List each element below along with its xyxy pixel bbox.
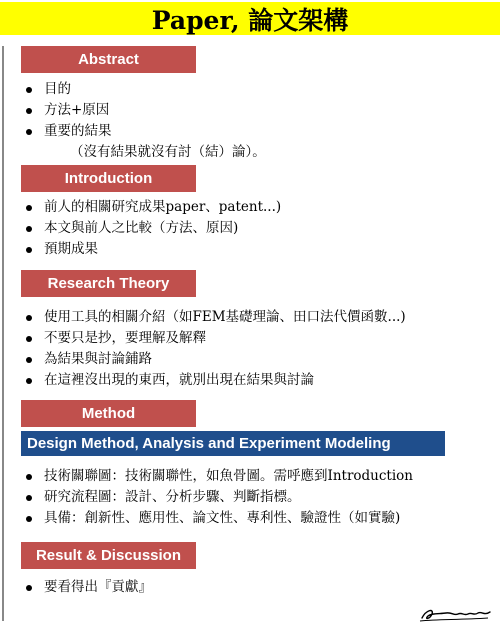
handwritten-signature-icon <box>418 604 498 624</box>
result-discussion-header: Result & Discussion <box>21 542 196 569</box>
list-item: 具備：創新性、應用性、論文性、專利性、驗證性（如實驗) <box>24 508 413 529</box>
method-header: Method <box>21 400 196 427</box>
left-divider <box>2 46 4 621</box>
research-theory-list <box>24 307 406 391</box>
method-list <box>24 466 413 529</box>
list-item: 在這裡沒出現的東西，就別出現在結果與討論 <box>24 370 406 391</box>
list-item: 為結果與討論鋪路 <box>24 349 406 370</box>
list-item: 目的 <box>24 79 266 100</box>
abstract-list <box>24 79 266 163</box>
introduction-header: Introduction <box>21 165 196 192</box>
abstract-header: Abstract <box>21 46 196 73</box>
research-theory-header: Research Theory <box>21 270 196 297</box>
list-item: 本文與前人之比較（方法、原因) <box>24 218 281 239</box>
list-item: 不要只是抄，要理解及解釋 <box>24 328 406 349</box>
list-item: 研究流程圖：設計、分析步驟、判斷指標。 <box>24 487 413 508</box>
list-item: 前人的相關研究成果paper、patent...) <box>24 197 281 218</box>
introduction-list <box>24 197 281 260</box>
list-item: 重要的結果 <box>24 121 266 142</box>
list-item: 使用工具的相關介紹（如FEM基礎理論、田口法代價函數...) <box>24 307 406 328</box>
result-discussion-list <box>24 577 152 598</box>
list-item: 方法+原因 <box>24 100 266 121</box>
list-item: 技術關聯圖：技術關聯性，如魚骨圖。需呼應到Introduction <box>24 466 413 487</box>
list-item: 要看得出『貢獻』 <box>24 577 152 598</box>
method-subheader: Design Method, Analysis and Experiment Modeling <box>21 431 445 456</box>
list-item: 預期成果 <box>24 239 281 260</box>
list-item-continuation: （沒有結果就沒有討（結）論）。 <box>70 144 266 160</box>
page-title: Paper, 論文架構 <box>0 2 500 35</box>
